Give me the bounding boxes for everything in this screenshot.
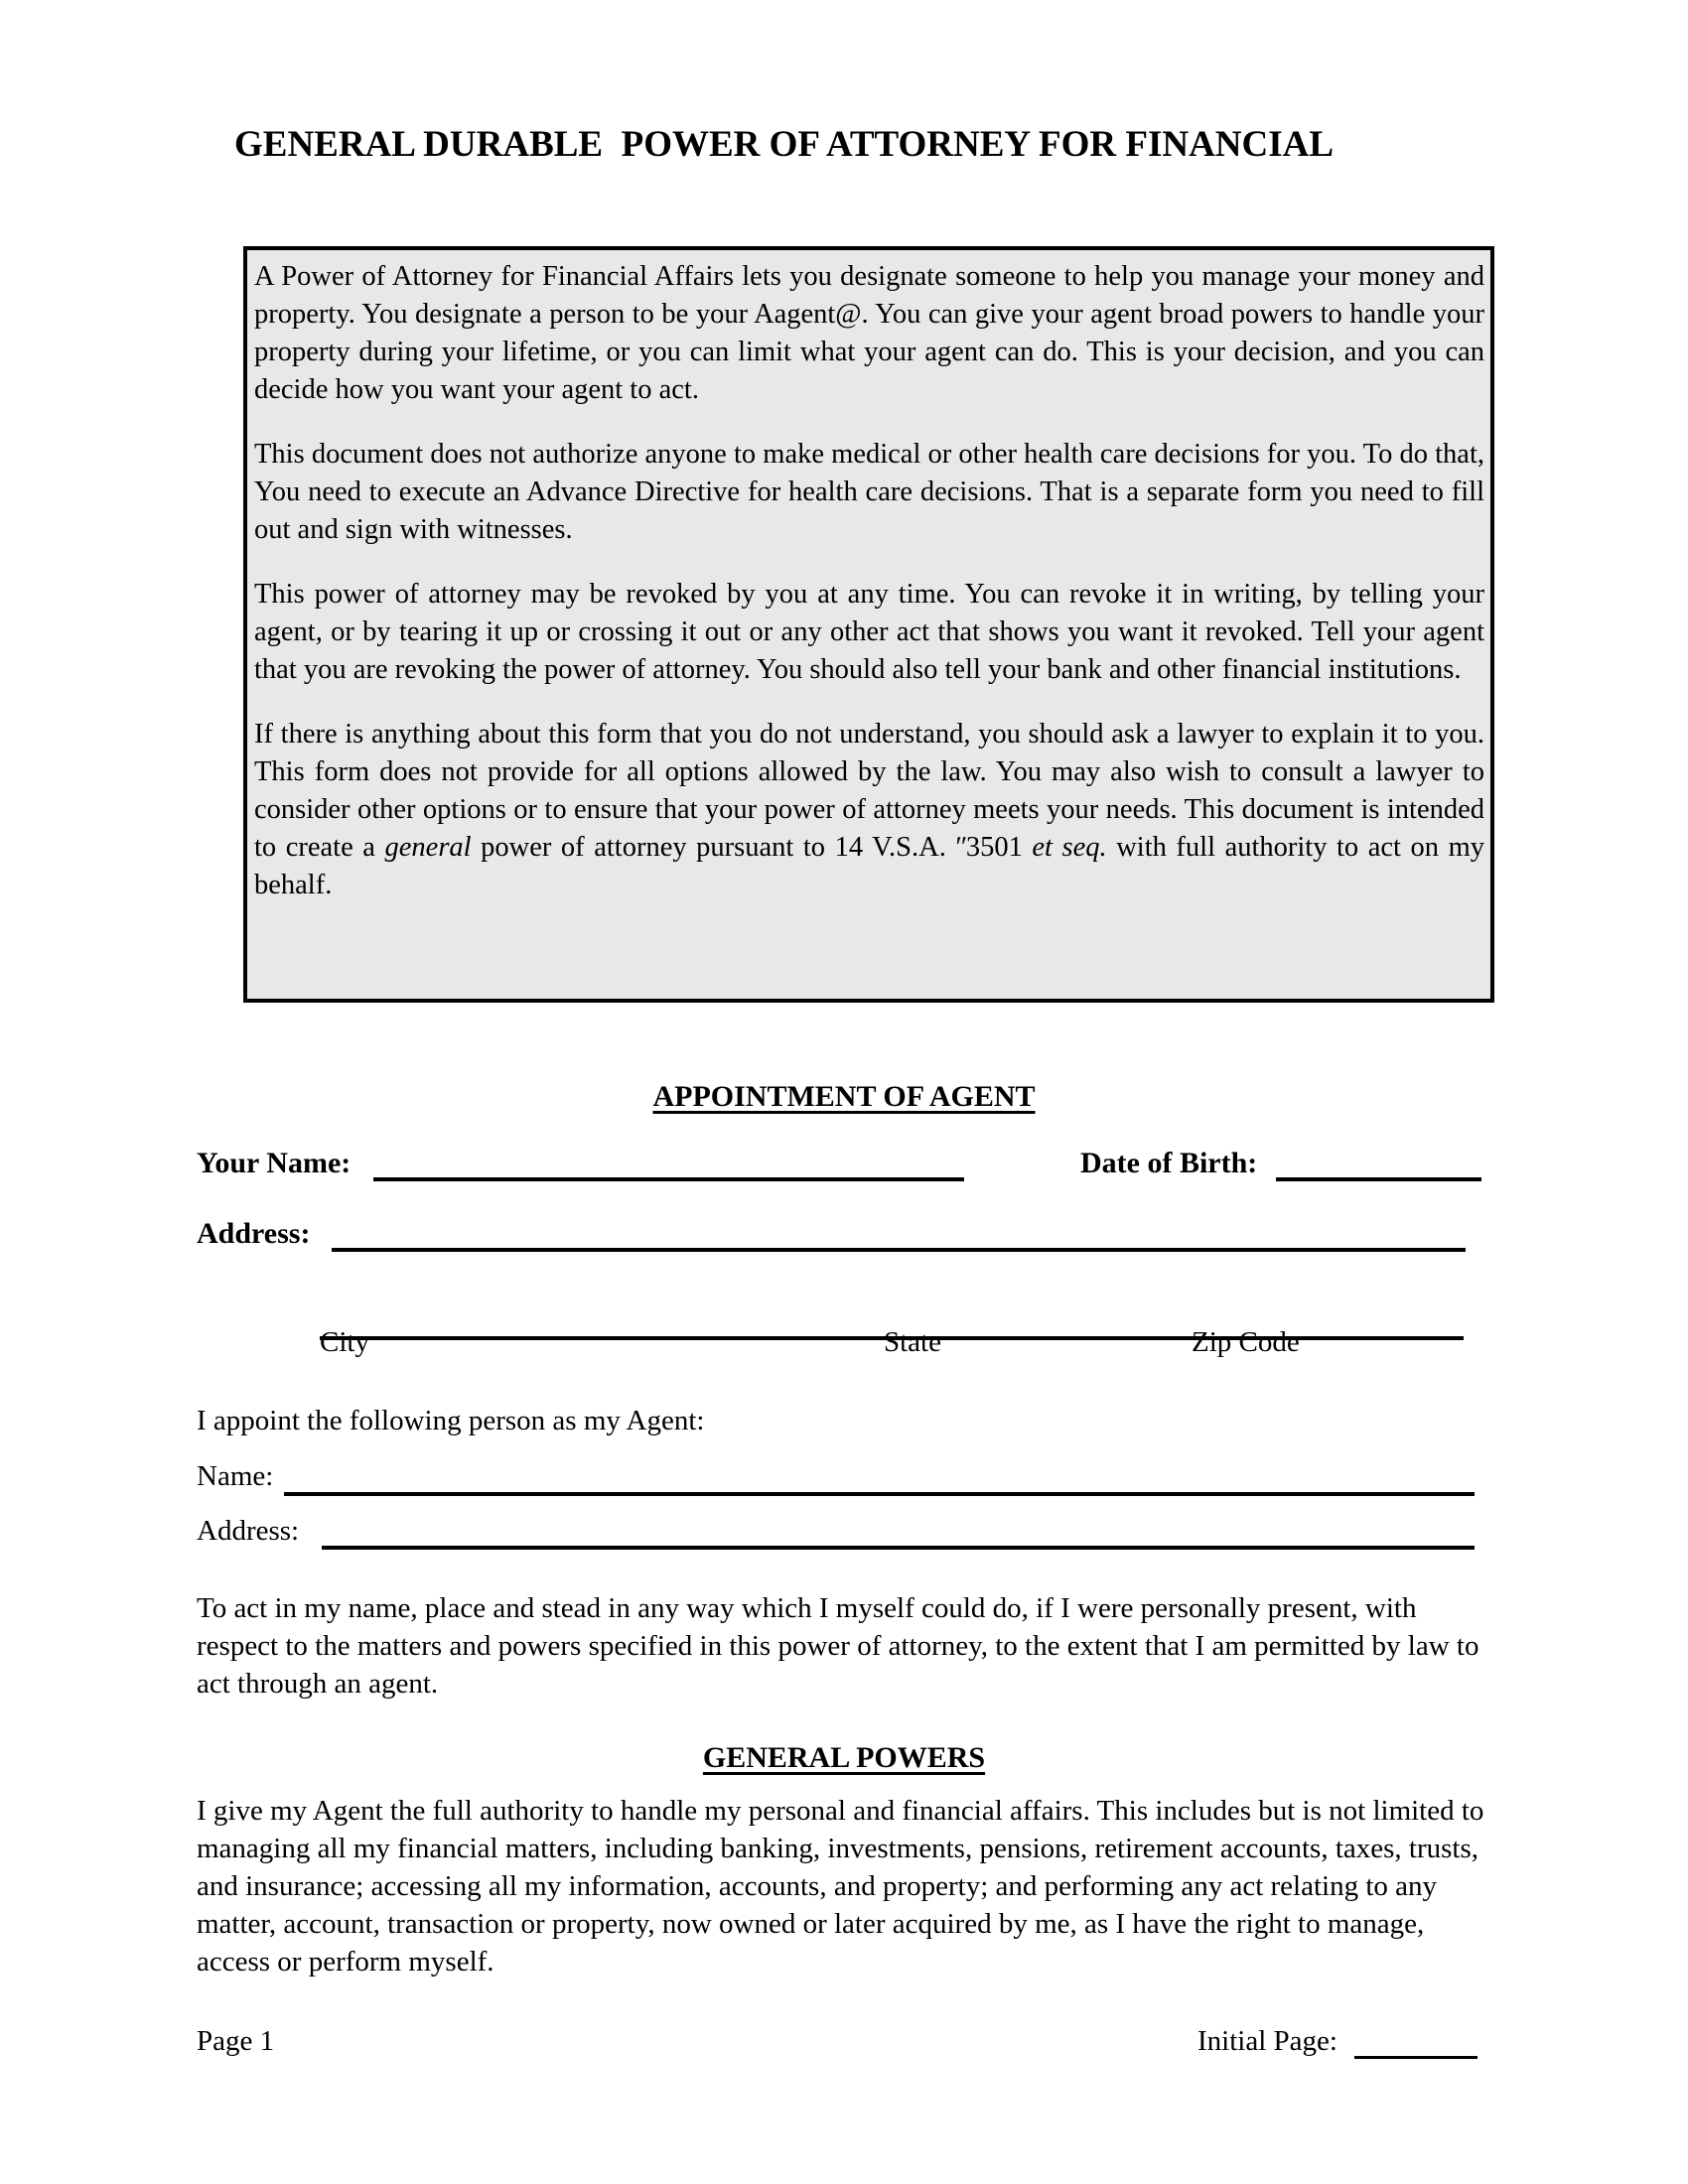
notice-text-c: with full authority to act on my behalf.	[254, 832, 1485, 900]
notice-text-b: power of attorney pursuant to 14 V.S.A. ʺ3501	[471, 832, 1033, 863]
date-of-birth-label: Date of Birth:	[1080, 1147, 1258, 1179]
act-paragraph: To act in my name, place and stead in any way which I myself could do, if I were personally present, with respect to the matters and powers specified in this power of attorney, to the extent that I am permitted by law to act through an agent.	[197, 1592, 1479, 1700]
zip-code-caption: Zip Code	[1192, 1326, 1300, 1358]
agent-address-field[interactable]	[322, 1546, 1475, 1550]
general-powers-heading: GENERAL POWERS	[702, 1741, 986, 1774]
appointment-heading: APPOINTMENT OF AGENT	[652, 1080, 1036, 1113]
notice-paragraph-3: This power of attorney may be revoked by you at any time. You can revoke it in writing, by telling your agent, or by tearing it up or crossing it out or any other act that shows you want it revoked. Tell your agent that you are revoking the power of attorney. You should also tell your bank and other financial institutions.	[254, 579, 1484, 685]
initial-page-field[interactable]	[1354, 2056, 1477, 2059]
page-number: Page 1	[197, 2025, 275, 2057]
notice-text-a: If there is anything about this form that you do not understand, you should ask a lawyer to explain it to you. This form does not provide for all options allowed by the law. You may also wish to consult a lawyer to consider other options or to ensure that your power of attorney meets your needs. This document is intended to create a	[254, 719, 1484, 863]
initial-page-label: Initial Page:	[1197, 2025, 1337, 2057]
notice-paragraph-1: A Power of Attorney for Financial Affairs lets you designate someone to help you manage your money and property. You designate a person to be your Aagent@. You can give your agent broad powers to handle your property during your lifetime, or you can limit what your agent can do. This is your decision, and you can decide how you want your agent to act.	[254, 261, 1484, 405]
notice-paragraph-4	[254, 716, 1484, 904]
state-caption: State	[884, 1326, 941, 1358]
document-title: GENERAL DURABLE POWER OF ATTORNEY FOR FINANCIAL	[234, 124, 1335, 165]
notice-italic-et-seq: et seq.	[1032, 832, 1107, 863]
notice-box	[243, 246, 1494, 1003]
notice-italic-general: general	[384, 832, 472, 863]
appoint-agent-text: I appoint the following person as my Agent:	[197, 1405, 705, 1436]
agent-name-field[interactable]	[284, 1492, 1475, 1496]
agent-address-label: Address:	[197, 1515, 300, 1547]
notice-paragraph-2: This document does not authorize anyone to make medical or other health care decisions for you. To do that, You need to execute an Advance Directive for health care decisions. That is a separate form you need to fill out and sign with witnesses.	[254, 439, 1484, 545]
date-of-birth-field[interactable]	[1276, 1177, 1481, 1181]
address-label: Address:	[197, 1217, 311, 1250]
general-powers-paragraph: I give my Agent the full authority to handle my personal and financial affairs. This includes but is not limited to managing all my financial matters, including banking, investments, pensions, retirement accounts, taxes, trusts, and insurance; accessing all my information, accounts, and property; and performing any act relating to any matter, account, transaction or property, now owned or later acquired by me, as I have the right to manage, access or perform myself.	[197, 1795, 1484, 1978]
address-field[interactable]	[332, 1248, 1466, 1252]
city-caption: City	[320, 1326, 369, 1358]
your-name-label: Your Name:	[197, 1147, 352, 1179]
agent-name-label: Name:	[197, 1460, 274, 1492]
your-name-field[interactable]	[373, 1177, 964, 1181]
